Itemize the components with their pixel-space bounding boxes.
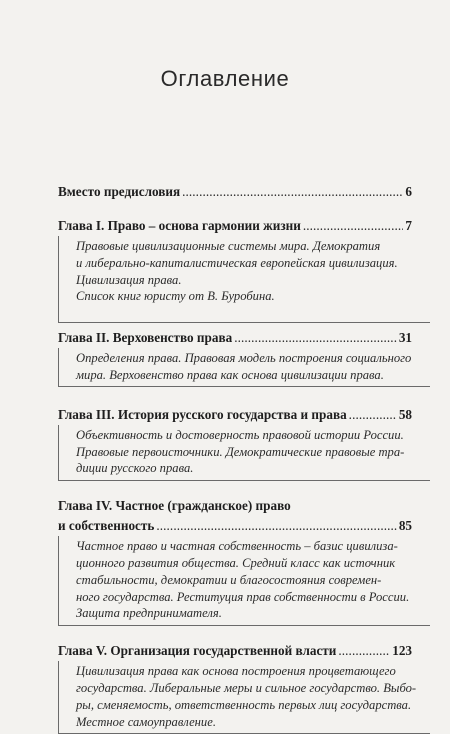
toc-entry-description xyxy=(76,238,412,305)
description-line: ного государства. Реституция прав собственности в России. xyxy=(76,589,410,604)
toc-entry-chapter-3[interactable] xyxy=(58,406,412,477)
description-line: Определения права. Правовая модель построения социального xyxy=(76,351,412,366)
toc-entry-title: Глава I. Право – основа гармонии жизни xyxy=(58,218,301,233)
toc-entry-heading[interactable] xyxy=(58,406,412,423)
toc-entry-title: Глава III. История русского государства и права xyxy=(58,406,347,422)
description-line: Частное право и частная собственность – базис цивилиза- xyxy=(76,539,398,554)
toc-entry-title: Глава II. Верховенство права xyxy=(58,330,233,346)
toc-entry-heading[interactable] xyxy=(58,183,412,200)
table-of-contents xyxy=(58,183,417,730)
description-line: Список книг юристу от В. Буробина. xyxy=(76,289,275,304)
toc-entry-description xyxy=(76,350,412,384)
toc-entry-chapter-5[interactable] xyxy=(58,642,417,730)
toc-entry-description xyxy=(76,663,417,730)
description-line: диции русского права. xyxy=(76,461,194,476)
description-rule xyxy=(58,625,430,626)
toc-page-number: 31 xyxy=(398,330,412,346)
toc-entry-heading[interactable] xyxy=(58,217,412,234)
description-bar xyxy=(58,236,59,322)
description-line: Защита предпринимателя. xyxy=(76,606,222,621)
toc-entry-heading[interactable] xyxy=(58,517,412,534)
description-line: государства. Либеральные меры и сильное государство. Выбо- xyxy=(76,680,417,695)
toc-entry-description xyxy=(76,427,412,477)
toc-entry-title: и собственность xyxy=(58,518,155,534)
toc-page-number: 6 xyxy=(405,184,412,199)
toc-page-number: 7 xyxy=(405,218,412,233)
description-rule xyxy=(58,322,430,323)
dot-leader xyxy=(349,406,397,423)
toc-page-number: 85 xyxy=(398,518,412,534)
dot-leader xyxy=(182,183,403,200)
description-line: мира. Верховенство права как основа цивилизации права. xyxy=(76,367,384,382)
description-line: ционного развития общества. Средний класс как источник xyxy=(76,555,396,570)
description-rule xyxy=(58,386,430,387)
toc-entry-chapter-1[interactable] xyxy=(58,217,412,305)
description-line: Объективность и достоверность правовой истории России. xyxy=(76,427,404,442)
description-bar xyxy=(58,425,59,480)
toc-entry-title: Вместо предисловия xyxy=(58,184,181,199)
toc-page-number: 123 xyxy=(392,643,412,659)
description-line: Местное самоуправление. xyxy=(76,714,216,729)
description-rule xyxy=(58,480,430,481)
dot-leader xyxy=(156,517,396,534)
dot-leader xyxy=(338,642,390,659)
dot-leader xyxy=(303,217,404,234)
toc-entry-title-line1: Глава IV. Частное (гражданское) право xyxy=(58,498,291,514)
toc-entry-title: Глава V. Организация государственной власти xyxy=(58,643,337,659)
toc-entry-foreword[interactable] xyxy=(58,183,412,200)
description-bar xyxy=(58,661,59,733)
toc-entry-description xyxy=(76,538,412,622)
toc-entry-chapter-2[interactable] xyxy=(58,329,412,384)
description-line: Цивилизация права как основа построения процветающего xyxy=(76,664,396,679)
page-title: Оглавление xyxy=(160,66,290,91)
description-bar xyxy=(58,348,59,386)
dot-leader xyxy=(234,329,397,346)
description-line: стабильности, демократии и благосостояния современ- xyxy=(76,572,382,587)
description-line: Цивилизация права. xyxy=(76,272,182,287)
description-line: Правовые первоисточники. Демократические правовые тра- xyxy=(76,444,405,459)
description-line: ры, сменяемость, ответственность первых лиц государства. xyxy=(76,697,412,712)
description-line: Правовые цивилизационные системы мира. Демократия xyxy=(76,239,381,253)
description-line: и либерально-капиталистическая европейская цивилизация. xyxy=(76,255,398,270)
description-bar xyxy=(58,536,59,625)
toc-entry-heading[interactable] xyxy=(58,329,412,346)
toc-entry-heading[interactable] xyxy=(58,642,412,659)
toc-page-number: 58 xyxy=(398,406,412,422)
toc-entry-chapter-4[interactable] xyxy=(58,497,412,622)
